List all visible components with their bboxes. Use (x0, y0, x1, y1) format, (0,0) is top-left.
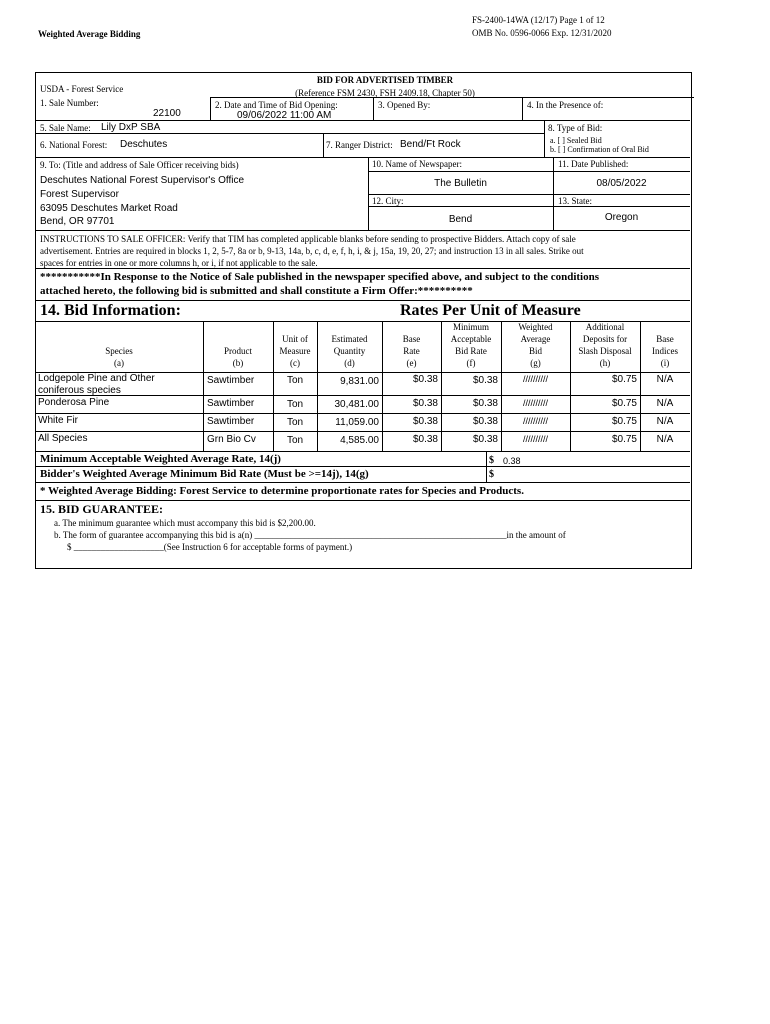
oral-bid-option[interactable]: b. [ ] Confirmation of Oral Bid (550, 145, 649, 154)
guarantee-amount-field[interactable]: $ ____________________(See Instruction 6 for acceptable forms of payment.) (67, 542, 353, 552)
unit-cell: Ton (286, 375, 304, 386)
slash-deposit-cell: $0.75 (611, 374, 637, 385)
bid-information-title: 14. Bid Information: (40, 302, 181, 319)
sale-officer-address-line: Deschutes National Forest Supervisor's Office (40, 175, 245, 186)
form-id: FS-2400-14WA (12/17) Page 1 of 12 (472, 15, 605, 25)
rates-title: Rates Per Unit of Measure (400, 302, 581, 319)
national-forest-value[interactable]: Deschutes (120, 139, 168, 150)
bid-opening-value[interactable]: 09/06/2022 11:00 AM (237, 110, 332, 121)
min-bid-rate-cell: $0.38 (472, 416, 498, 427)
form-short-title: Weighted Average Bidding (38, 29, 141, 39)
agency: USDA - Forest Service (40, 84, 124, 94)
national-forest-label: 6. National Forest: (40, 140, 108, 150)
column-header-species: Species (a) (105, 346, 133, 368)
slash-deposit-cell: $0.75 (611, 434, 637, 445)
state-value[interactable]: Oregon (604, 212, 639, 223)
sale-name-value[interactable]: Lily DxP SBA (101, 122, 161, 133)
form-title: BID FOR ADVERTISED TIMBER (316, 75, 454, 85)
slash-deposit-cell: $0.75 (611, 398, 637, 409)
sale-officer-address-line: Bend, OR 97701 (40, 216, 115, 227)
base-rate-cell: $0.38 (412, 398, 438, 409)
product-cell: Grn Bio Cv (207, 434, 256, 445)
weighted-bid-cell[interactable]: ////////// (522, 374, 548, 384)
form-reference: (Reference FSM 2430, FSH 2409.18, Chapter 50) (295, 88, 475, 98)
column-header-base-indices: Base Indices (i) (652, 334, 678, 368)
column-header-quantity: Estimated Quantity (d) (331, 334, 368, 368)
bidder-weighted-rate-input[interactable]: $ (489, 469, 494, 480)
newspaper-value[interactable]: The Bulletin (434, 178, 487, 189)
product-cell: Sawtimber (207, 375, 255, 386)
city-value[interactable]: Bend (448, 214, 473, 225)
base-rate-cell: $0.38 (412, 374, 438, 385)
sale-officer-label: 9. To: (Title and address of Sale Officer receiving bids) (40, 160, 239, 170)
min-weighted-rate-label: Minimum Acceptable Weighted Average Rate, 14(j) (40, 453, 281, 465)
date-published-value[interactable]: 08/05/2022 (596, 178, 647, 189)
weighted-bid-cell[interactable]: ////////// (522, 416, 548, 426)
sale-officer-address-line: Forest Supervisor (40, 189, 119, 200)
bid-opening-label: 2. Date and Time of Bid Opening: (215, 100, 338, 110)
column-header-slash-deposit: Additional Deposits for Slash Disposal (h) (578, 322, 632, 368)
firm-offer-statement: ***********In Response to the Notice of Sale published in the newspaper specified above, and subject to the conditions (40, 271, 600, 283)
opened-by-label[interactable]: 3. Opened By: (378, 100, 431, 110)
column-header-weighted-bid: Weighted Average Bid (g) (518, 322, 553, 368)
product-cell: Sawtimber (207, 398, 255, 409)
instructions-line: INSTRUCTIONS TO SALE OFFICER: Verify that TIM has completed applicable blanks before sending to prospective Bidders. Attach copy of sale (40, 234, 576, 244)
quantity-cell: 11,059.00 (335, 417, 379, 428)
sale-name-label: 5. Sale Name: (40, 123, 91, 133)
firm-offer-statement: attached hereto, the following bid is submitted and shall constitute a Firm Offer:********** (40, 285, 473, 297)
instructions-line: advertisement. Entries are required in blocks 1, 2, 5-7, 8a or b, 9-13, 14a, b, c, d, e, f, h, i, & j, 15a, 19, 20, 27; and instruction 13 in all sales. Strike out (40, 246, 584, 256)
min-bid-rate-cell: $0.38 (472, 375, 498, 386)
column-header-base-rate: Base Rate (e) (402, 334, 421, 368)
weighted-average-note: * Weighted Average Bidding: Forest Service to determine proportionate rates for Species and Products. (40, 485, 524, 497)
guarantee-minimum: a. The minimum guarantee which must accompany this bid is $2,200.00. (54, 518, 316, 528)
species-cell: All Species (38, 433, 88, 444)
base-indices-cell: N/A (656, 434, 674, 445)
species-cell: Ponderosa Pine (38, 397, 110, 408)
date-published-label: 11. Date Published: (558, 159, 629, 169)
sale-officer-address-line: 63095 Deschutes Market Road (40, 203, 178, 214)
min-weighted-rate-currency: $ (489, 455, 494, 466)
sealed-bid-option[interactable]: a. [ ] Sealed Bid (550, 136, 602, 145)
species-cell-continued: coniferous species (38, 385, 121, 396)
unit-cell: Ton (286, 399, 304, 410)
column-header-product: Product (b) (224, 346, 252, 368)
instructions-line: spaces for entries in one or more columns h, or i, if not applicable to the sale. (40, 258, 318, 268)
quantity-cell: 4,585.00 (340, 435, 379, 446)
base-indices-cell: N/A (656, 374, 674, 385)
ranger-district-value[interactable]: Bend/Ft Rock (400, 139, 461, 150)
sale-number-value[interactable]: 22100 (153, 108, 181, 119)
weighted-bid-cell[interactable]: ////////// (522, 434, 548, 444)
quantity-cell: 9,831.00 (340, 376, 379, 387)
min-weighted-rate-value: 0.38 (503, 456, 521, 466)
type-of-bid-label: 8. Type of Bid: (548, 123, 603, 133)
base-rate-cell: $0.38 (412, 416, 438, 427)
city-label: 12. City: (372, 196, 404, 206)
weighted-bid-cell[interactable]: ////////// (522, 398, 548, 408)
product-cell: Sawtimber (207, 416, 255, 427)
unit-cell: Ton (286, 417, 304, 428)
min-bid-rate-cell: $0.38 (472, 434, 498, 445)
bidder-weighted-rate-label: Bidder's Weighted Average Minimum Bid Rate (Must be >=14j), 14(g) (40, 468, 369, 480)
omb-number: OMB No. 0596-0066 Exp. 12/31/2020 (472, 28, 612, 38)
species-cell: Lodgepole Pine and Other (38, 373, 155, 384)
base-indices-cell: N/A (656, 398, 674, 409)
newspaper-label: 10. Name of Newspaper: (372, 159, 462, 169)
in-presence-of-label[interactable]: 4. In the Presence of: (527, 100, 604, 110)
unit-cell: Ton (286, 435, 304, 446)
column-header-min-bid-rate: Minimum Acceptable Bid Rate (f) (450, 322, 492, 368)
ranger-district-label: 7. Ranger District: (326, 140, 393, 150)
bid-guarantee-title: 15. BID GUARANTEE: (40, 502, 164, 516)
base-indices-cell: N/A (656, 416, 674, 427)
column-header-unit: Unit of Measure (c) (279, 334, 311, 368)
slash-deposit-cell: $0.75 (611, 416, 637, 427)
quantity-cell: 30,481.00 (334, 399, 379, 410)
guarantee-form-field[interactable]: b. The form of guarantee accompanying this bid is a(n) ________________________________________________________in the amount of (54, 530, 566, 540)
species-cell: White Fir (38, 415, 78, 426)
base-rate-cell: $0.38 (412, 434, 438, 445)
sale-number-label: 1. Sale Number: (40, 98, 99, 108)
state-label: 13. State: (558, 196, 592, 206)
min-bid-rate-cell: $0.38 (472, 398, 498, 409)
